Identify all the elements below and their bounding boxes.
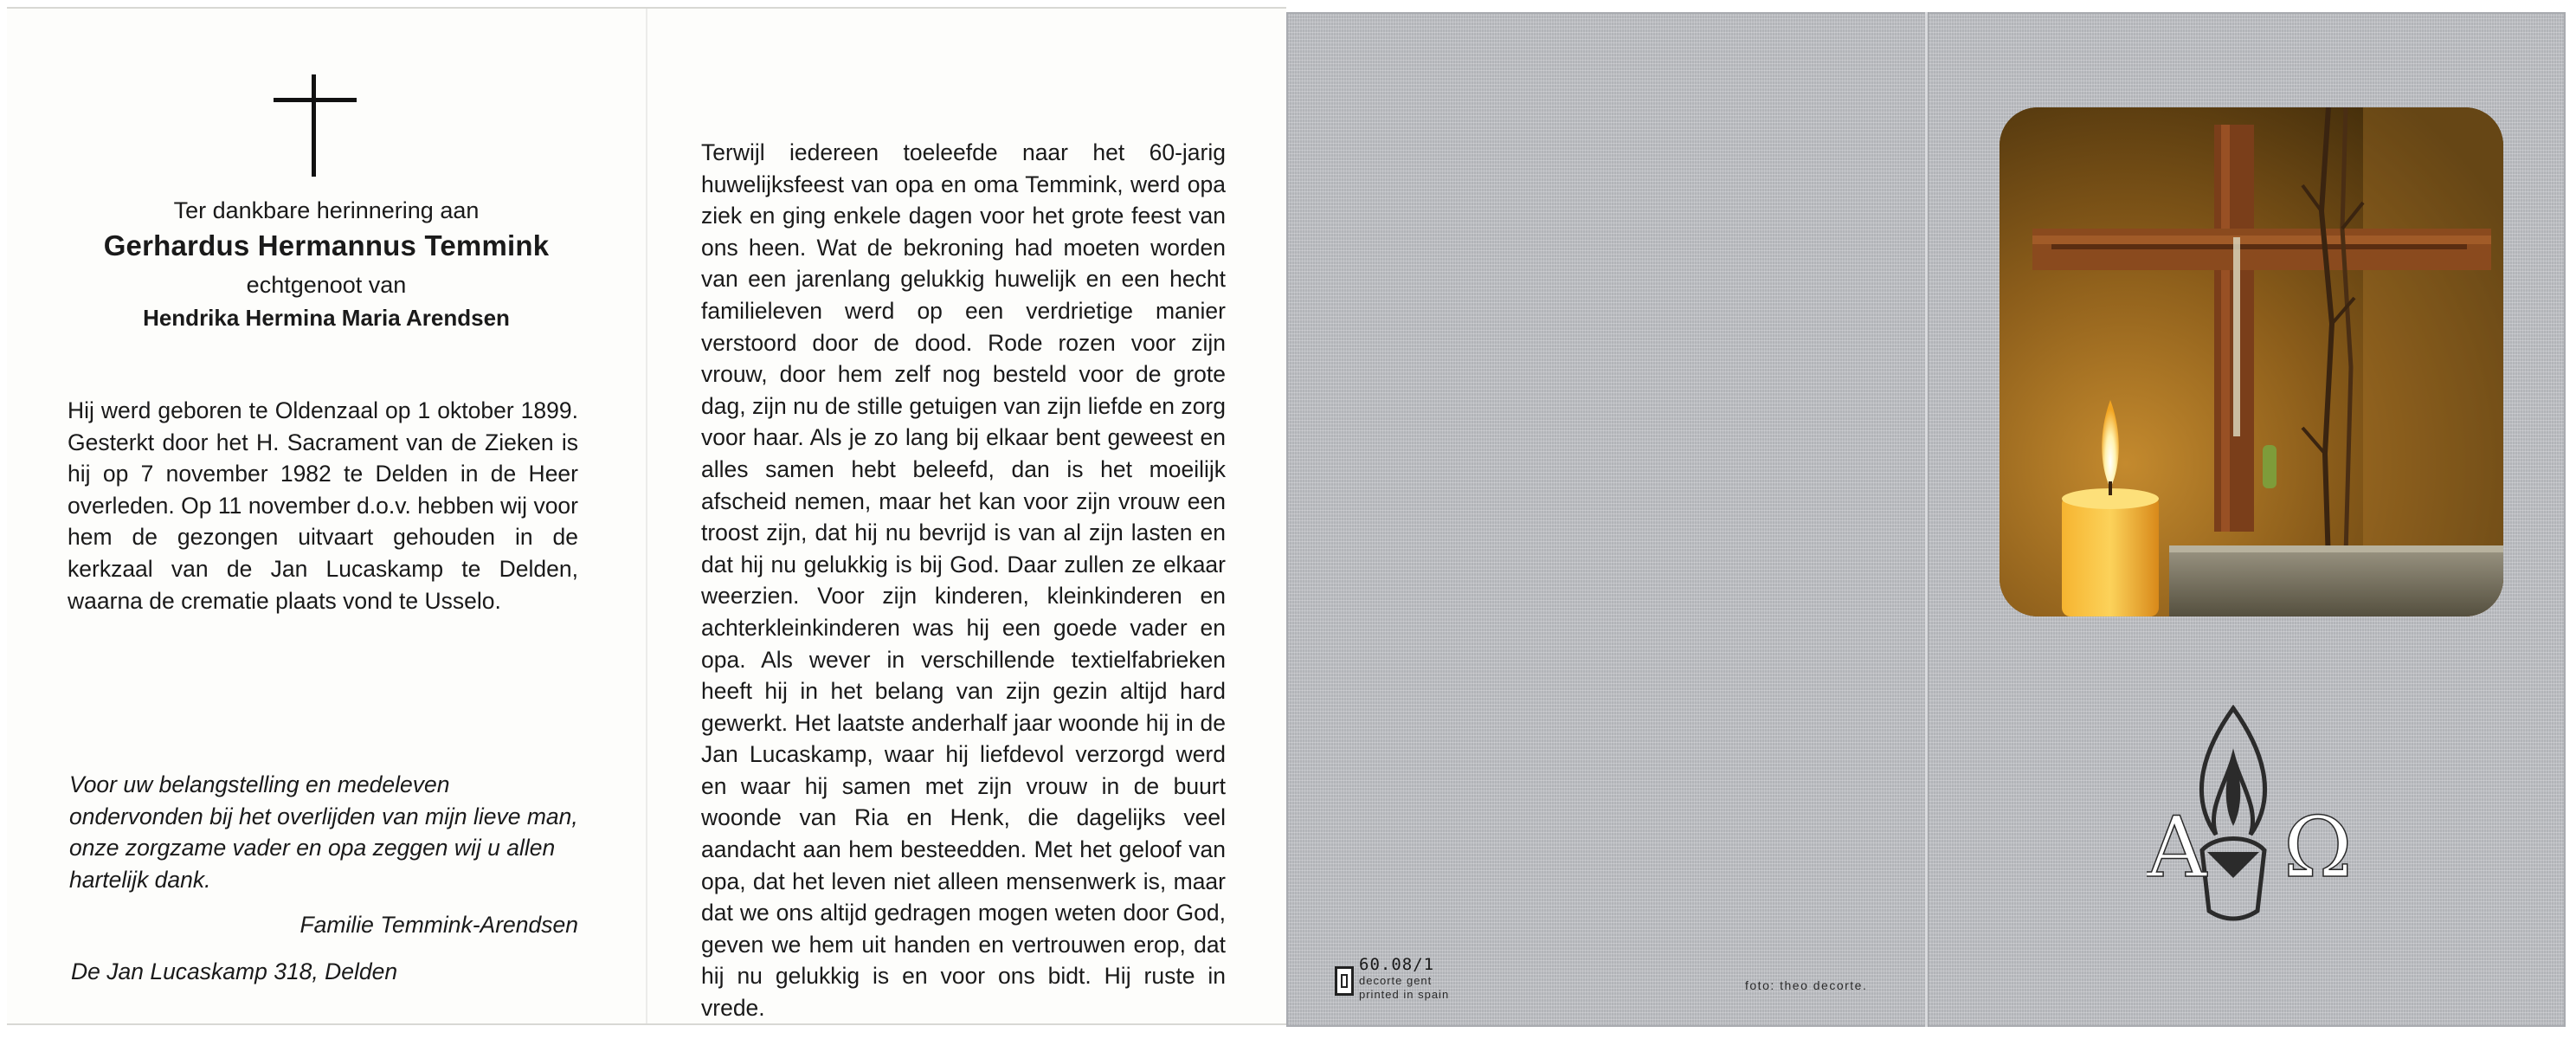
memorial-text: Terwijl iedereen toeleefde naar het 60-jarig huwelijksfeest van opa en oma Temmink, werd opa ziek en ging enkele dagen voor het grote feest van ons heen. Wat de bekroning had moeten worden van een jarenlang gelukkig huwelijk en een hecht familieleven werd op een verdrietige manier verstoord door de dood. Rode rozen voor zijn vrouw, door hem zelf nog besteld voor de grote dag, zijn nu de stille getuigen van zijn liefde en zorg voor haar. Als je zo lang bij elkaar bent geweest en alles samen hebt beleefd, dan is het moeilijk afscheid nemen, maar het kan voor zijn vrouw een troost zijn, dat hij nu bevrijd is van al zijn lasten en dat hij nu gelukkig is bij God. Daar zullen ze elkaar weerzien. Voor zijn kinderen, kleinkinderen en achterkleinkinderen was hij een goede vader en opa. Als wever in verschillende textielfabrieken heeft hij in het belang van zijn gezin altijd hard gewerkt. Het laatste anderhalf jaar woonde hij in de Jan Lucaskamp, waar hij liefdevol verzorgd werd en waar hij samen met zijn vrouw in de buurt woonde van Ria en Henk, die dagelijks veel aandacht aan hem besteedden. Met het geloof van opa, dat het leven niet alleen mensenwerk is, maar dat we ons altijd gedragen mogen weten door God, geven we hem uit handen en vertrouwen erop, dat hij nu gelukkig is en voor ons bidt. Hij ruste in vrede. (701, 139, 1226, 1022)
candle-cross-photo (2000, 107, 2503, 616)
intro-line: Ter dankbare herinnering aan (173, 197, 480, 223)
memorial-card-cover (1286, 12, 2566, 1027)
publisher-code: 60.08/1 (1359, 955, 1435, 974)
cover-fold (1925, 12, 1928, 1027)
middle-panel (647, 9, 1286, 1023)
alpha-omega-symbol (2147, 705, 2389, 932)
spouse-name: Hendrika Hermina Maria Arendsen (143, 305, 510, 331)
photo-credit: foto: theo decorte. (1745, 978, 1868, 992)
family-address: De Jan Lucaskamp 318, Delden (71, 958, 398, 984)
publisher-mark (1335, 945, 1508, 1006)
biography-text: Hij werd geboren te Oldenzaal op 1 oktober 1899. Gesterkt door het H. Sacrament van de Zieken is hij op 7 november 1982 te Delden in de Heer overleden. Op 11 november d.o.v. hebben wij voor hem de gezongen uitvaart gehouden in de kerkzaal van de Jan Lucaskamp te Delden, waarna de crematie plaats vond te Usselo. (68, 397, 578, 614)
cover-photo (2000, 107, 2503, 616)
cross-icon (274, 74, 357, 177)
deceased-name: Gerhardus Hermannus Temmink (103, 229, 550, 261)
left-panel (7, 9, 646, 1023)
thanks-text: Voor uw belangstelling en medeleven ondervonden bij het overlijden van mijn lieve man, onze zorgzame vader en opa zeggen wij u allen hartelijk dank. (69, 771, 578, 893)
omega-letter: Ω (2283, 799, 2353, 896)
alpha-letter: A (2147, 799, 2207, 896)
family-signature: Familie Temmink-Arendsen (299, 912, 578, 938)
publisher-name: decorte gent (1359, 974, 1433, 987)
spouse-label: echtgenoot van (246, 272, 407, 298)
publisher-origin: printed in spain (1359, 988, 1450, 1001)
publisher-logo-icon (1335, 966, 1354, 996)
memorial-card-inside (7, 7, 1286, 1025)
